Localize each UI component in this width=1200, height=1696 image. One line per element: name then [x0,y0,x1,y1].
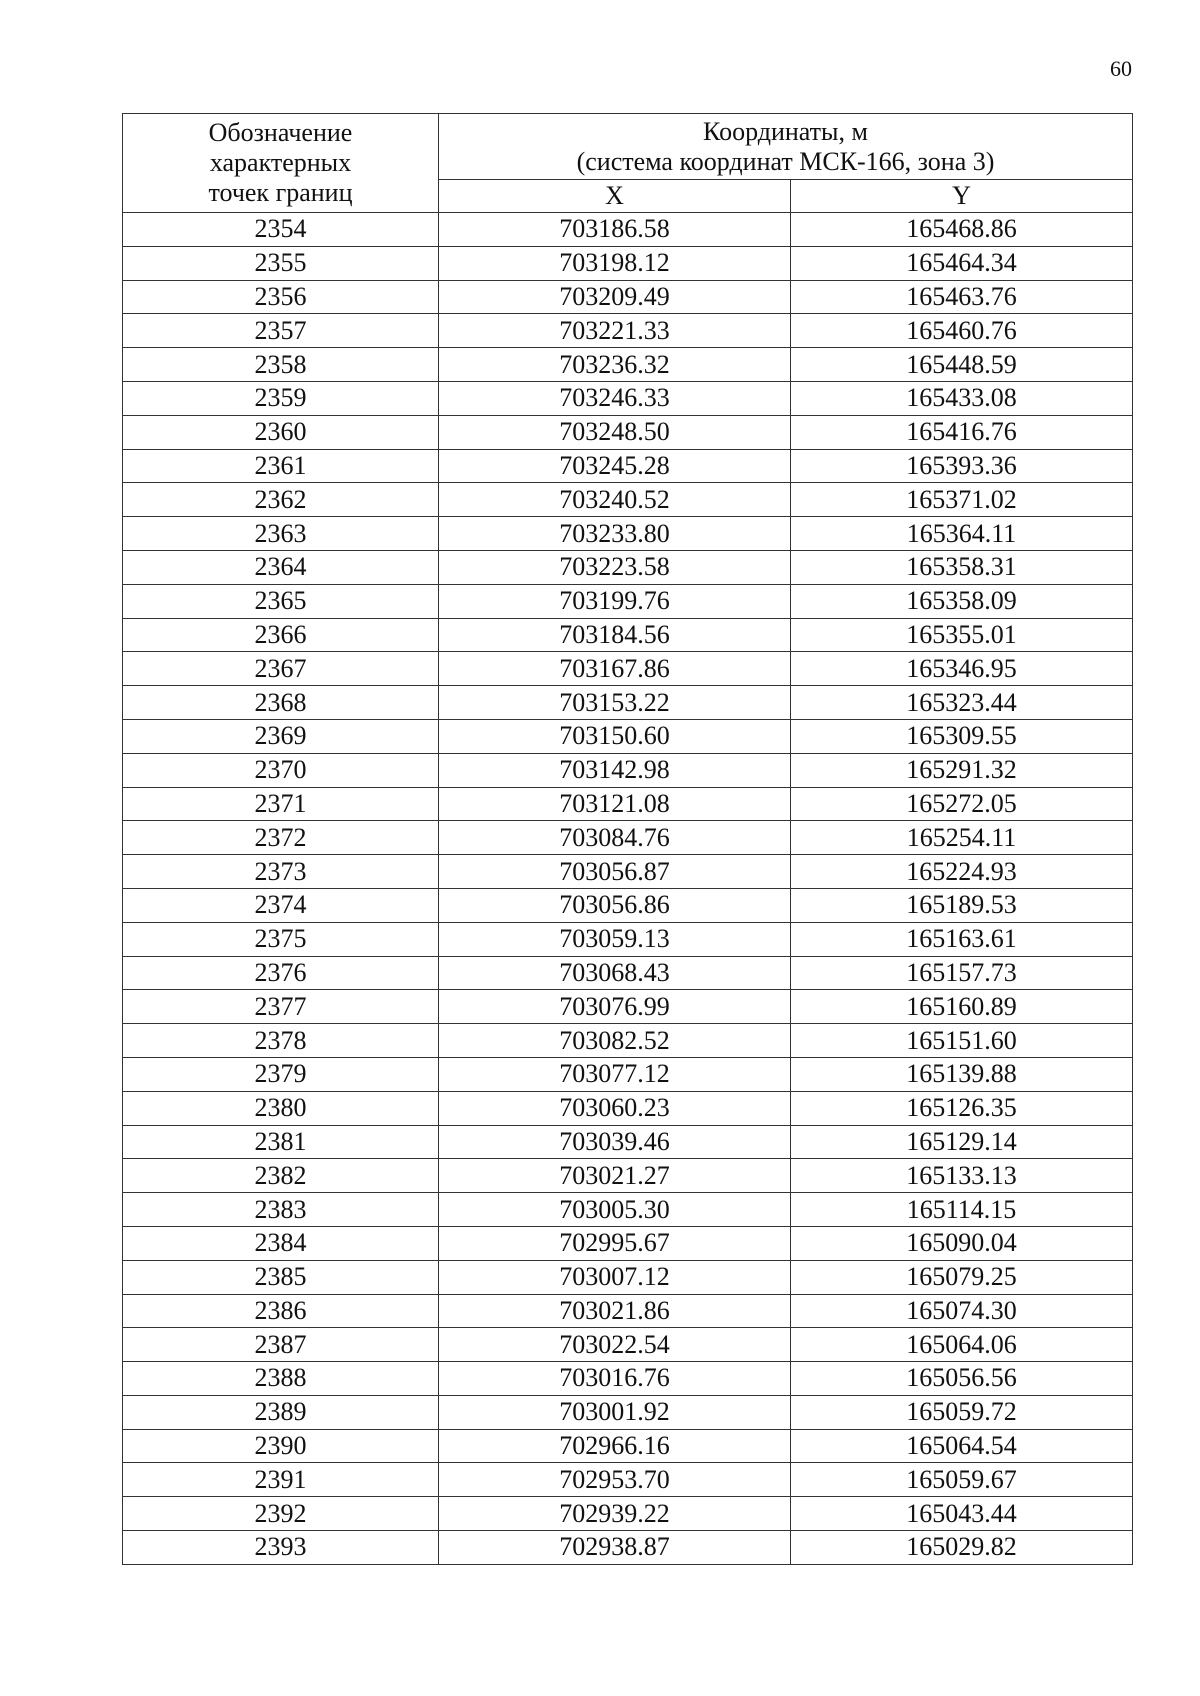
table-row [123,686,1133,720]
y-cell: 165358.09 [791,584,1133,618]
x-cell: 703246.33 [439,381,791,415]
x-cell: 703059.13 [439,922,791,956]
table-row [123,888,1133,922]
point-cell: 2376 [123,956,439,990]
table-row [123,821,1133,855]
y-cell: 165043.44 [791,1497,1133,1531]
y-cell: 165059.72 [791,1395,1133,1429]
point-cell: 2371 [123,787,439,821]
table-row [123,348,1133,382]
x-cell: 702953.70 [439,1463,791,1497]
y-cell: 165029.82 [791,1531,1133,1565]
table-row [123,280,1133,314]
point-cell: 2373 [123,855,439,889]
y-cell: 165189.53 [791,888,1133,922]
x-cell: 703056.87 [439,855,791,889]
y-cell: 165468.86 [791,213,1133,247]
y-cell: 165463.76 [791,280,1133,314]
y-cell: 165139.88 [791,1057,1133,1091]
table-row [123,246,1133,280]
point-cell: 2354 [123,213,439,247]
y-cell: 165346.95 [791,652,1133,686]
point-cell: 2380 [123,1091,439,1125]
x-column-header: X [439,180,791,213]
table-row [123,415,1133,449]
point-cell: 2370 [123,753,439,787]
table-row [123,1260,1133,1294]
x-cell: 703153.22 [439,686,791,720]
point-cell: 2361 [123,449,439,483]
x-cell: 703060.23 [439,1091,791,1125]
x-cell: 703005.30 [439,1193,791,1227]
x-cell: 703021.86 [439,1294,791,1328]
x-cell: 703001.92 [439,1395,791,1429]
point-column-header [123,114,439,213]
x-cell: 702938.87 [439,1531,791,1565]
y-column-header: Y [791,180,1133,213]
table-header [123,114,1133,213]
y-cell: 165160.89 [791,990,1133,1024]
table-row [123,922,1133,956]
table-row [123,1497,1133,1531]
point-cell: 2356 [123,280,439,314]
table-row [123,517,1133,551]
table-row [123,1024,1133,1058]
y-cell: 165133.13 [791,1159,1133,1193]
table-row [123,719,1133,753]
point-cell: 2359 [123,381,439,415]
x-cell: 703233.80 [439,517,791,551]
table-row [123,1531,1133,1565]
point-cell: 2377 [123,990,439,1024]
point-cell: 2367 [123,652,439,686]
table-row [123,1057,1133,1091]
point-cell: 2366 [123,618,439,652]
x-cell: 703221.33 [439,314,791,348]
y-cell: 165272.05 [791,787,1133,821]
coordinates-table [122,113,1133,1565]
x-cell: 703076.99 [439,990,791,1024]
x-cell: 702939.22 [439,1497,791,1531]
point-cell: 2358 [123,348,439,382]
table-row [123,1159,1133,1193]
point-cell: 2364 [123,550,439,584]
table-row [123,618,1133,652]
y-cell: 165448.59 [791,348,1133,382]
x-cell: 703248.50 [439,415,791,449]
x-cell: 703022.54 [439,1328,791,1362]
point-cell: 2388 [123,1362,439,1396]
y-cell: 165074.30 [791,1294,1133,1328]
point-cell: 2369 [123,719,439,753]
table-row [123,1395,1133,1429]
point-cell: 2355 [123,246,439,280]
x-cell: 703068.43 [439,956,791,990]
y-cell: 165163.61 [791,922,1133,956]
y-cell: 165056.56 [791,1362,1133,1396]
table-row [123,550,1133,584]
y-cell: 165393.36 [791,449,1133,483]
x-cell: 703056.86 [439,888,791,922]
page-number: 60 [1110,56,1132,81]
point-header-line-3: точек границ [208,178,353,207]
x-cell: 703167.86 [439,652,791,686]
y-cell: 165064.54 [791,1429,1133,1463]
table-row [123,1091,1133,1125]
y-cell: 165464.34 [791,246,1133,280]
x-cell: 703007.12 [439,1260,791,1294]
x-cell: 703150.60 [439,719,791,753]
x-cell: 703039.46 [439,1125,791,1159]
y-cell: 165371.02 [791,483,1133,517]
table-row [123,1429,1133,1463]
table-body [123,213,1133,1565]
x-cell: 703236.32 [439,348,791,382]
table-row [123,1362,1133,1396]
coordinates-header-line-1: Координаты, м [703,116,868,146]
point-cell: 2383 [123,1193,439,1227]
point-cell: 2390 [123,1429,439,1463]
x-cell: 703082.52 [439,1024,791,1058]
table-row [123,1125,1133,1159]
y-cell: 165064.06 [791,1328,1133,1362]
x-cell: 703142.98 [439,753,791,787]
y-cell: 165291.32 [791,753,1133,787]
table-row [123,314,1133,348]
y-cell: 165364.11 [791,517,1133,551]
point-cell: 2389 [123,1395,439,1429]
x-cell: 703016.76 [439,1362,791,1396]
point-header-line-1: Обозначение [208,118,353,147]
x-cell: 703084.76 [439,821,791,855]
table-row [123,1226,1133,1260]
y-cell: 165323.44 [791,686,1133,720]
x-cell: 703077.12 [439,1057,791,1091]
point-cell: 2381 [123,1125,439,1159]
x-cell: 702966.16 [439,1429,791,1463]
point-cell: 2386 [123,1294,439,1328]
table-row [123,381,1133,415]
table-row [123,584,1133,618]
point-cell: 2382 [123,1159,439,1193]
point-cell: 2372 [123,821,439,855]
y-cell: 165090.04 [791,1226,1133,1260]
y-cell: 165114.15 [791,1193,1133,1227]
y-cell: 165224.93 [791,855,1133,889]
table-row [123,483,1133,517]
y-cell: 165416.76 [791,415,1133,449]
point-cell: 2384 [123,1226,439,1260]
point-cell: 2393 [123,1531,439,1565]
table-row [123,1328,1133,1362]
table-row [123,855,1133,889]
x-cell: 703198.12 [439,246,791,280]
table-row [123,1463,1133,1497]
x-cell: 703245.28 [439,449,791,483]
table-row [123,787,1133,821]
y-cell: 165254.11 [791,821,1133,855]
y-cell: 165157.73 [791,956,1133,990]
y-cell: 165126.35 [791,1091,1133,1125]
point-cell: 2362 [123,483,439,517]
point-cell: 2387 [123,1328,439,1362]
x-cell: 703184.56 [439,618,791,652]
y-cell: 165151.60 [791,1024,1133,1058]
table-row [123,753,1133,787]
y-cell: 165355.01 [791,618,1133,652]
x-cell: 703223.58 [439,550,791,584]
x-cell: 703209.49 [439,280,791,314]
point-cell: 2365 [123,584,439,618]
point-cell: 2385 [123,1260,439,1294]
coordinates-header-line-2: (система координат МСК-166, зона 3) [576,146,995,176]
point-cell: 2360 [123,415,439,449]
y-cell: 165309.55 [791,719,1133,753]
y-cell: 165358.31 [791,550,1133,584]
point-cell: 2391 [123,1463,439,1497]
y-cell: 165079.25 [791,1260,1133,1294]
point-cell: 2368 [123,686,439,720]
y-cell: 165460.76 [791,314,1133,348]
table-row [123,1193,1133,1227]
point-cell: 2363 [123,517,439,551]
table-row [123,956,1133,990]
point-header-line-2: характерных [209,148,352,177]
point-cell: 2392 [123,1497,439,1531]
point-cell: 2374 [123,888,439,922]
x-cell: 703021.27 [439,1159,791,1193]
table-row [123,449,1133,483]
table-row [123,1294,1133,1328]
x-cell: 702995.67 [439,1226,791,1260]
y-cell: 165433.08 [791,381,1133,415]
y-cell: 165129.14 [791,1125,1133,1159]
x-cell: 703186.58 [439,213,791,247]
coordinates-header [439,114,1133,180]
x-cell: 703199.76 [439,584,791,618]
x-cell: 703240.52 [439,483,791,517]
y-cell: 165059.67 [791,1463,1133,1497]
table-row [123,213,1133,247]
point-cell: 2378 [123,1024,439,1058]
table-row [123,990,1133,1024]
point-cell: 2357 [123,314,439,348]
point-cell: 2375 [123,922,439,956]
x-cell: 703121.08 [439,787,791,821]
point-cell: 2379 [123,1057,439,1091]
table-row [123,652,1133,686]
